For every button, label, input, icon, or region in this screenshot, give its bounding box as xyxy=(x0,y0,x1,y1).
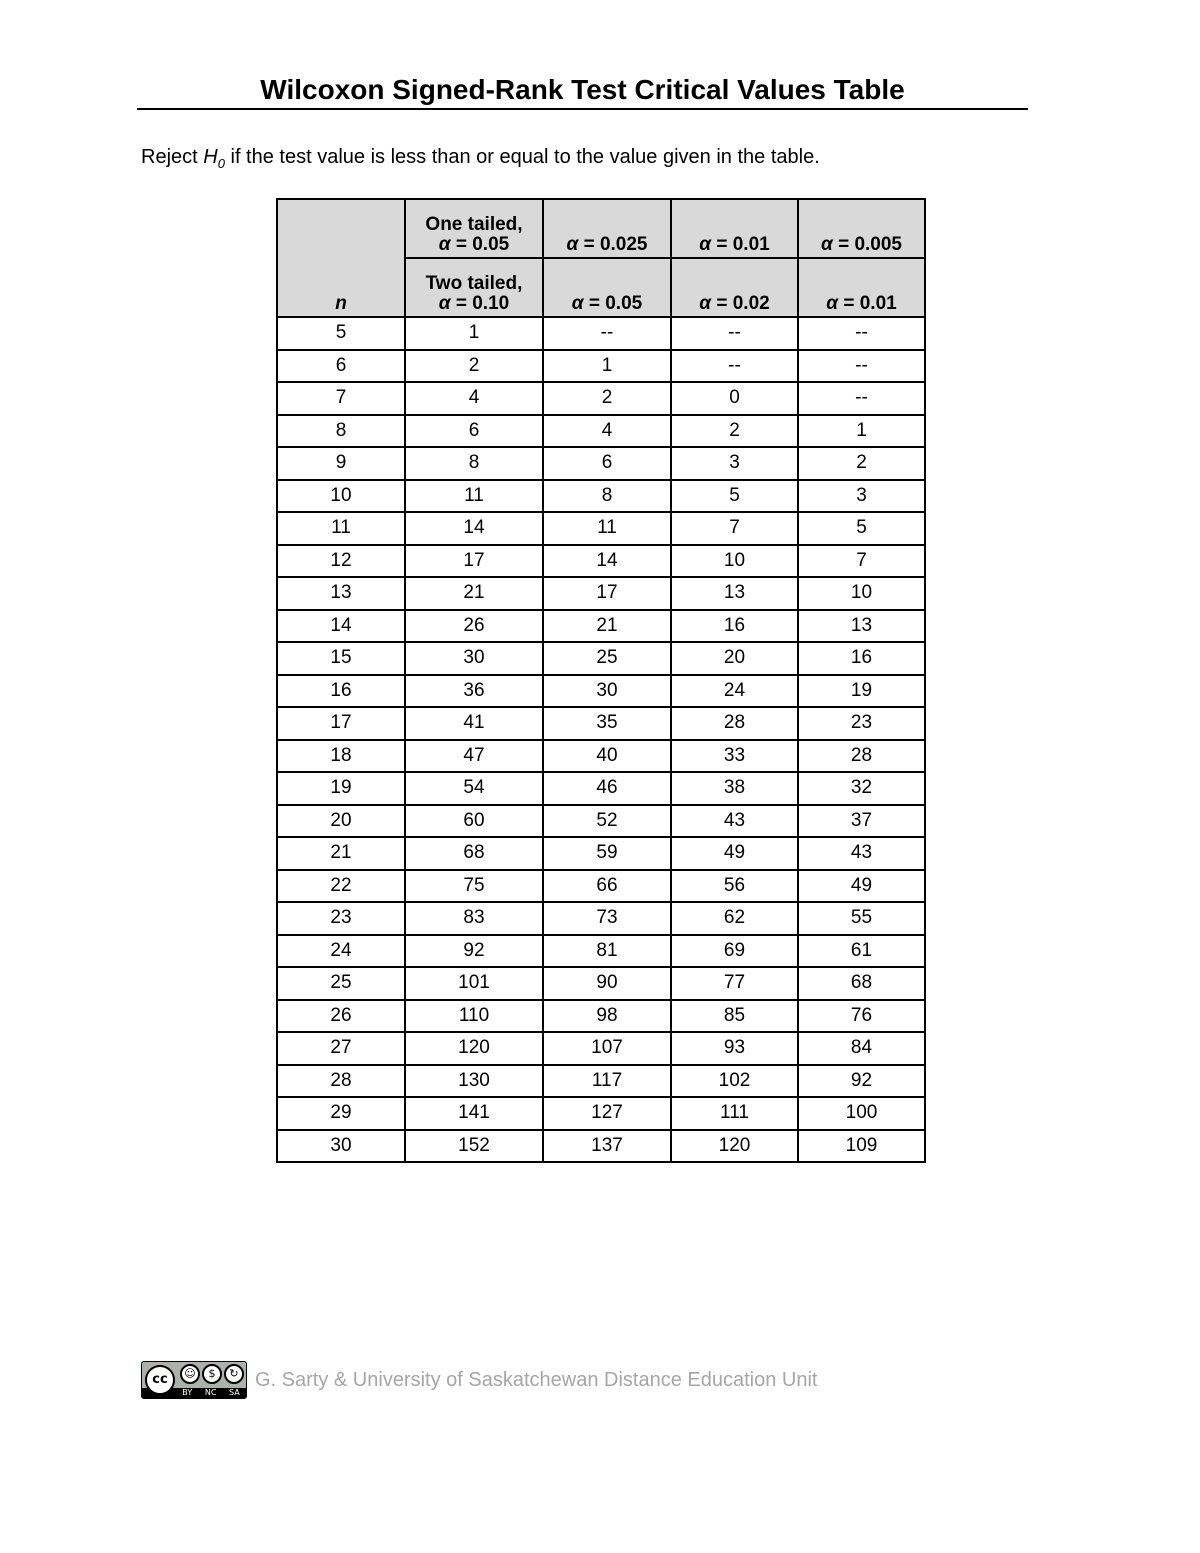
critical-value-cell: 54 xyxy=(405,772,543,805)
critical-value-cell: 83 xyxy=(405,902,543,935)
critical-value-cell: 5 xyxy=(798,512,925,545)
critical-value-cell: 8 xyxy=(405,447,543,480)
critical-value-cell: 36 xyxy=(405,675,543,708)
cc-icon: cc xyxy=(145,1365,175,1395)
one-tailed-alpha: = 0.005 xyxy=(838,234,902,255)
two-tailed-alpha: = 0.01 xyxy=(843,293,897,314)
two-tailed-alpha: = 0.10 xyxy=(455,293,510,314)
critical-value-cell: 40 xyxy=(543,740,671,773)
critical-value-cell: 10 xyxy=(798,577,925,610)
table-row xyxy=(277,350,925,383)
n-cell: 21 xyxy=(277,837,405,870)
critical-value-cell: 120 xyxy=(671,1130,798,1163)
n-cell: 20 xyxy=(277,805,405,838)
critical-value-cell: 68 xyxy=(798,967,925,1000)
one-tailed-header-cell xyxy=(798,199,925,258)
n-cell: 23 xyxy=(277,902,405,935)
license-label-by: BY xyxy=(182,1388,193,1397)
critical-value-cell: 56 xyxy=(671,870,798,903)
instruction-text xyxy=(141,143,820,178)
table-row xyxy=(277,675,925,708)
attribution-person-icon: ☺ xyxy=(180,1364,200,1384)
critical-value-cell: 6 xyxy=(405,415,543,448)
n-cell: 22 xyxy=(277,870,405,903)
table-row xyxy=(277,935,925,968)
table-row xyxy=(277,382,925,415)
critical-value-cell: 98 xyxy=(543,1000,671,1033)
critical-value-cell: 26 xyxy=(405,610,543,643)
table-row xyxy=(277,837,925,870)
critical-value-cell: 32 xyxy=(798,772,925,805)
table-row xyxy=(277,577,925,610)
critical-value-cell: 13 xyxy=(798,610,925,643)
table-row xyxy=(277,772,925,805)
table-row xyxy=(277,545,925,578)
critical-value-cell: 100 xyxy=(798,1097,925,1130)
critical-value-cell: 7 xyxy=(798,545,925,578)
two-tailed-header-cell xyxy=(543,258,671,317)
critical-value-cell: 46 xyxy=(543,772,671,805)
table-row xyxy=(277,805,925,838)
two-tailed-alpha: = 0.05 xyxy=(588,293,643,314)
critical-value-cell: 68 xyxy=(405,837,543,870)
critical-value-cell: 1 xyxy=(405,317,543,350)
critical-value-cell: 62 xyxy=(671,902,798,935)
n-cell: 15 xyxy=(277,642,405,675)
critical-value-cell: 141 xyxy=(405,1097,543,1130)
critical-value-cell: 77 xyxy=(671,967,798,1000)
sharealike-icon: ↻ xyxy=(224,1364,244,1384)
null-hypothesis-symbol: $H_0$ xyxy=(203,146,225,171)
table-row xyxy=(277,512,925,545)
critical-value-cell: 6 xyxy=(543,447,671,480)
n-cell: 14 xyxy=(277,610,405,643)
n-cell: 13 xyxy=(277,577,405,610)
critical-value-cell: 117 xyxy=(543,1065,671,1098)
critical-value-cell: -- xyxy=(671,350,798,383)
critical-value-cell: 43 xyxy=(671,805,798,838)
critical-value-cell: 0 xyxy=(671,382,798,415)
table-row xyxy=(277,1000,925,1033)
alpha-symbol: α xyxy=(566,234,579,255)
n-cell: 17 xyxy=(277,707,405,740)
critical-value-cell: 52 xyxy=(543,805,671,838)
n-cell: 7 xyxy=(277,382,405,415)
critical-value-cell: 90 xyxy=(543,967,671,1000)
critical-value-cell: 19 xyxy=(798,675,925,708)
critical-value-cell: 1 xyxy=(543,350,671,383)
alpha-symbol: α xyxy=(438,293,451,314)
critical-value-cell: 20 xyxy=(671,642,798,675)
table-row xyxy=(277,1032,925,1065)
license-label-sa: SA xyxy=(229,1388,240,1397)
table-row xyxy=(277,610,925,643)
critical-value-cell: -- xyxy=(543,317,671,350)
critical-value-cell: 2 xyxy=(543,382,671,415)
n-cell: 27 xyxy=(277,1032,405,1065)
critical-value-cell: 2 xyxy=(671,415,798,448)
critical-value-cell: 1 xyxy=(798,415,925,448)
critical-value-cell: 14 xyxy=(405,512,543,545)
critical-value-cell: 3 xyxy=(798,480,925,513)
critical-value-cell: 37 xyxy=(798,805,925,838)
critical-value-cell: 69 xyxy=(671,935,798,968)
critical-value-cell: 107 xyxy=(543,1032,671,1065)
creative-commons-by-nc-sa-icon xyxy=(141,1361,247,1399)
table-row xyxy=(277,480,925,513)
critical-value-cell: 28 xyxy=(798,740,925,773)
critical-value-cell: 130 xyxy=(405,1065,543,1098)
critical-value-cell: 66 xyxy=(543,870,671,903)
critical-value-cell: 4 xyxy=(405,382,543,415)
critical-value-cell: 55 xyxy=(798,902,925,935)
critical-value-cell: 38 xyxy=(671,772,798,805)
n-cell: 24 xyxy=(277,935,405,968)
n-cell: 29 xyxy=(277,1097,405,1130)
critical-value-cell: 84 xyxy=(798,1032,925,1065)
table-row xyxy=(277,447,925,480)
critical-value-cell: 43 xyxy=(798,837,925,870)
n-cell: 8 xyxy=(277,415,405,448)
critical-value-cell: 60 xyxy=(405,805,543,838)
critical-value-cell: 73 xyxy=(543,902,671,935)
title-rule xyxy=(137,108,1028,110)
table-row xyxy=(277,967,925,1000)
critical-value-cell: 17 xyxy=(405,545,543,578)
critical-value-cell: 49 xyxy=(798,870,925,903)
alpha-symbol: α xyxy=(821,234,833,255)
one-tailed-alpha: = 0.01 xyxy=(716,234,770,255)
n-cell: 9 xyxy=(277,447,405,480)
critical-value-cell: 41 xyxy=(405,707,543,740)
one-tailed-header-cell xyxy=(671,199,798,258)
critical-value-cell: -- xyxy=(671,317,798,350)
n-column-header: n xyxy=(277,199,405,317)
critical-value-cell: 11 xyxy=(543,512,671,545)
alpha-symbol: α xyxy=(826,293,839,314)
two-tailed-alpha: = 0.02 xyxy=(716,293,770,314)
critical-value-cell: 30 xyxy=(543,675,671,708)
noncommercial-icon: $ xyxy=(202,1364,222,1384)
critical-value-cell: 10 xyxy=(671,545,798,578)
n-cell: 10 xyxy=(277,480,405,513)
critical-value-cell: 4 xyxy=(543,415,671,448)
critical-value-cell: 75 xyxy=(405,870,543,903)
table-row xyxy=(277,902,925,935)
license-label-nc: NC xyxy=(204,1388,217,1397)
critical-value-cell: 14 xyxy=(543,545,671,578)
one-tailed-header-row xyxy=(277,199,925,258)
one-tailed-alpha: = 0.05 xyxy=(455,234,510,255)
attribution-text: G. Sarty & University of Saskatchewan Distance Education Unit xyxy=(255,1368,818,1391)
critical-value-cell: 120 xyxy=(405,1032,543,1065)
n-cell: 11 xyxy=(277,512,405,545)
critical-value-cell: 47 xyxy=(405,740,543,773)
critical-value-cell: 24 xyxy=(671,675,798,708)
critical-value-cell: -- xyxy=(798,317,925,350)
two-tailed-header-cell xyxy=(405,258,543,317)
critical-value-cell: -- xyxy=(798,350,925,383)
n-cell: 16 xyxy=(277,675,405,708)
footer xyxy=(141,1360,817,1400)
alpha-symbol: α xyxy=(699,234,712,255)
critical-value-cell: 110 xyxy=(405,1000,543,1033)
one-tailed-header-cell xyxy=(543,199,671,258)
critical-value-cell: 2 xyxy=(798,447,925,480)
critical-value-cell: 30 xyxy=(405,642,543,675)
table-row xyxy=(277,870,925,903)
critical-value-cell: 102 xyxy=(671,1065,798,1098)
n-cell: 5 xyxy=(277,317,405,350)
critical-value-cell: 35 xyxy=(543,707,671,740)
instruction-before: Reject xyxy=(141,146,204,168)
alpha-symbol: α xyxy=(699,293,712,314)
critical-value-cell: 92 xyxy=(405,935,543,968)
critical-value-cell: 81 xyxy=(543,935,671,968)
two-tailed-header-cell xyxy=(671,258,798,317)
critical-value-cell: 8 xyxy=(543,480,671,513)
table-row xyxy=(277,317,925,350)
two-tailed-label: Two tailed, xyxy=(425,273,523,294)
alpha-symbol: α xyxy=(571,293,584,314)
critical-value-cell: 11 xyxy=(405,480,543,513)
table-body xyxy=(277,317,925,1162)
critical-value-cell: 152 xyxy=(405,1130,543,1163)
instruction-after: if the test value is less than or equal to the value given in the table. xyxy=(224,146,820,168)
critical-value-cell: 28 xyxy=(671,707,798,740)
table-row xyxy=(277,642,925,675)
critical-value-cell: 109 xyxy=(798,1130,925,1163)
n-cell: 26 xyxy=(277,1000,405,1033)
critical-value-cell: 25 xyxy=(543,642,671,675)
critical-value-cell: 3 xyxy=(671,447,798,480)
critical-value-cell: 16 xyxy=(671,610,798,643)
n-cell: 12 xyxy=(277,545,405,578)
critical-value-cell: 93 xyxy=(671,1032,798,1065)
critical-value-cell: 49 xyxy=(671,837,798,870)
critical-value-cell: 76 xyxy=(798,1000,925,1033)
critical-value-cell: 21 xyxy=(543,610,671,643)
table-row xyxy=(277,707,925,740)
n-cell: 30 xyxy=(277,1130,405,1163)
critical-value-cell: 111 xyxy=(671,1097,798,1130)
one-tailed-header-cell xyxy=(405,199,543,258)
critical-value-cell: -- xyxy=(798,382,925,415)
critical-value-cell: 92 xyxy=(798,1065,925,1098)
n-cell: 6 xyxy=(277,350,405,383)
table-row xyxy=(277,1097,925,1130)
critical-value-cell: 101 xyxy=(405,967,543,1000)
critical-values-table xyxy=(276,198,926,1163)
critical-value-cell: 2 xyxy=(405,350,543,383)
page-title: Wilcoxon Signed-Rank Test Critical Values Table xyxy=(260,74,905,105)
table-row xyxy=(277,1065,925,1098)
critical-value-cell: 13 xyxy=(671,577,798,610)
critical-value-cell: 23 xyxy=(798,707,925,740)
n-cell: 18 xyxy=(277,740,405,773)
n-cell: 25 xyxy=(277,967,405,1000)
n-cell: 28 xyxy=(277,1065,405,1098)
critical-value-cell: 61 xyxy=(798,935,925,968)
critical-value-cell: 17 xyxy=(543,577,671,610)
one-tailed-label: One tailed, xyxy=(425,214,523,235)
table-row xyxy=(277,415,925,448)
n-cell: 19 xyxy=(277,772,405,805)
table-row xyxy=(277,740,925,773)
critical-value-cell: 33 xyxy=(671,740,798,773)
critical-value-cell: 7 xyxy=(671,512,798,545)
critical-value-cell: 137 xyxy=(543,1130,671,1163)
critical-value-cell: 59 xyxy=(543,837,671,870)
critical-value-cell: 5 xyxy=(671,480,798,513)
table-row xyxy=(277,1130,925,1163)
alpha-symbol: α xyxy=(438,234,451,255)
critical-value-cell: 85 xyxy=(671,1000,798,1033)
critical-value-cell: 16 xyxy=(798,642,925,675)
two-tailed-header-cell xyxy=(798,258,925,317)
critical-value-cell: 127 xyxy=(543,1097,671,1130)
critical-value-cell: 21 xyxy=(405,577,543,610)
one-tailed-alpha: = 0.025 xyxy=(583,234,648,255)
